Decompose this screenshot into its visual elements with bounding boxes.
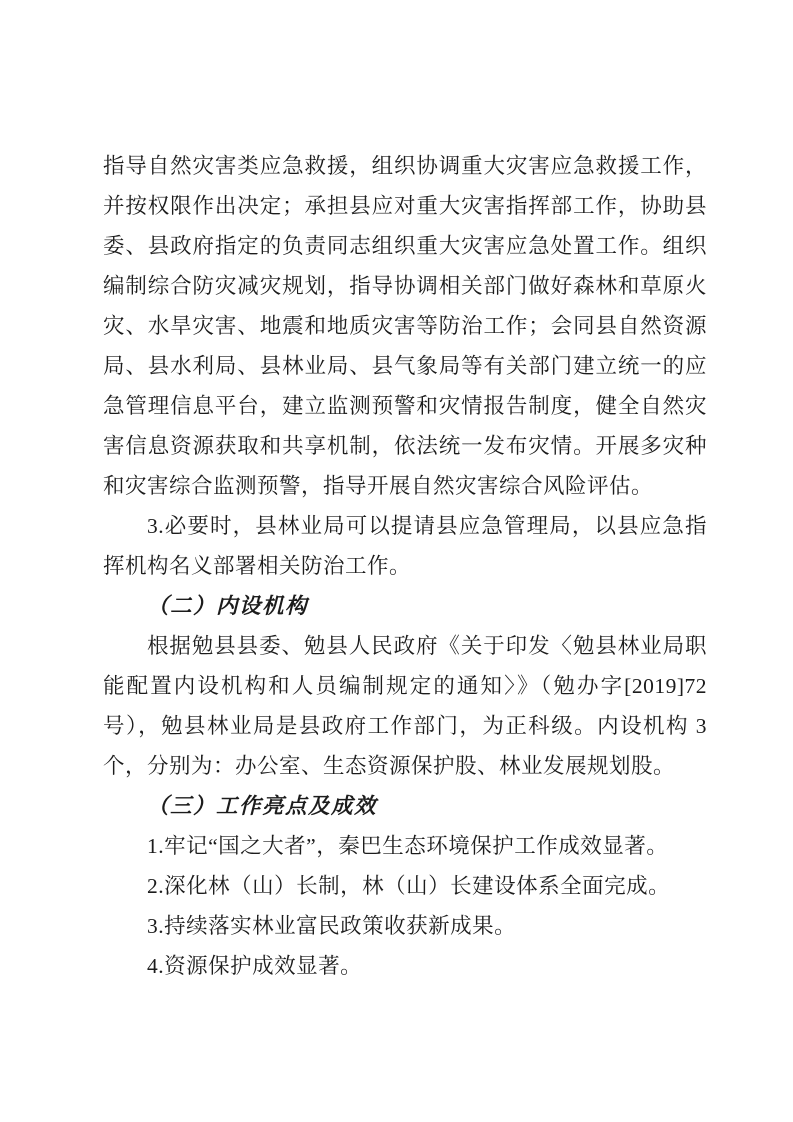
section-heading-work-highlights: （三）工作亮点及成效 [147,794,378,818]
paragraph-highlight-4: 4.资源保护成效显著。 [147,954,363,978]
paragraph-highlight-1: 1.牢记“国之大者”，秦巴生态环境保护工作成效显著。 [147,834,669,858]
paragraph-internal-organs-body: 根据勉县县委、勉县人民政府《关于印发〈勉县林业局职能配置内设机构和人员编制规定的通知〉》（勉办字[2019]72 号），勉县林业局是县政府工作部门，为正科级。内设机构 3 个，分别为：办公室、生态资源保护股、林业发展规划股。 [103,634,707,778]
paragraph-highlight-3: 3.持续落实林业富民政策收获新成果。 [147,914,517,938]
paragraph-continuation: 指导自然灾害类应急救援，组织协调重大灾害应急救援工作，并按权限作出决定；承担县应对重大灾害指挥部工作，协助县委、县政府指定的负责同志组织重大灾害应急处置工作。组织编制综合防灾减灾规划，指导协调相关部门做好森林和草原火灾、水旱灾害、地震和地质灾害等防治工作；会同县自然资源局、县水利局、县林业局、县气象局等有关部门建立统一的应急管理信息平台，建立监测预警和灾情报告制度，健全自然灾害信息资源获取和共享机制，依法统一发布灾情。开展多灾种和灾害综合监测预警，指导开展自然灾害综合风险评估。 [103,154,707,498]
section-heading-internal-organs: （二）内设机构 [147,594,309,618]
paragraph-highlight-2: 2.深化林（山）长制，林（山）长建设体系全面完成。 [147,874,671,898]
document-text-block [103,146,707,986]
paragraph-item-3-necessary: 3.必要时，县林业局可以提请县应急管理局，以县应急指挥机构名义部署相关防治工作。 [103,514,707,578]
